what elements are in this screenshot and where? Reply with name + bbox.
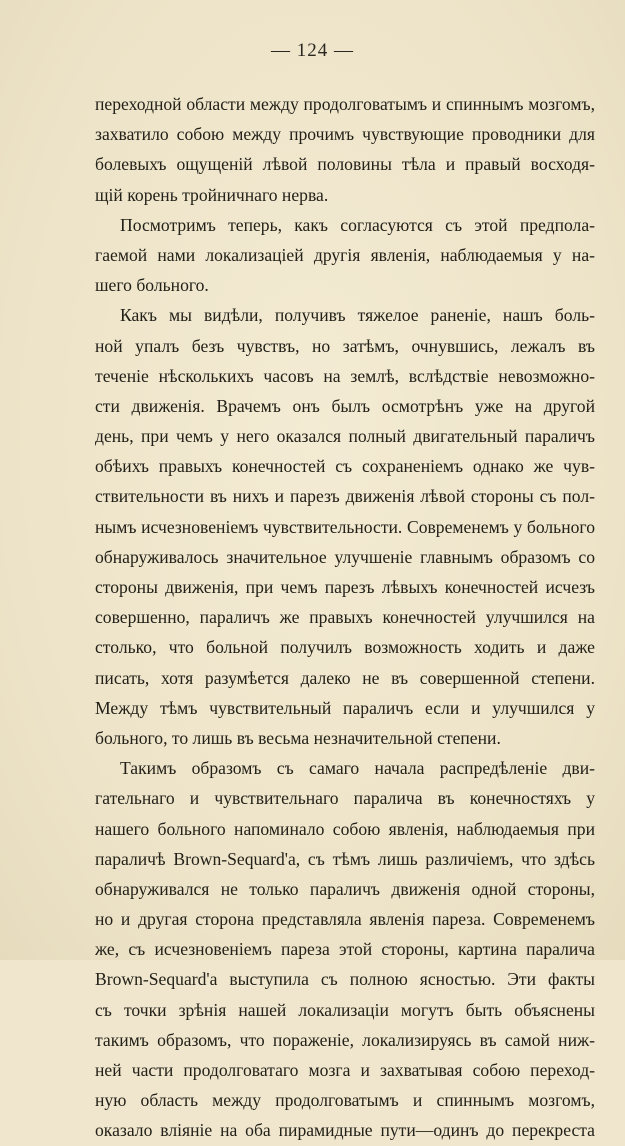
text-line: сти движенія. Врачемъ онъ былъ осмотрѣнъ уже на другой <box>95 395 595 416</box>
text-line: щій корень тройничнаго нерва. <box>95 184 329 205</box>
text-line: оказало вліяніе на оба пирамидные пути—одинъ до перекреста <box>95 1120 595 1141</box>
text-line: ней части продолговатаго мозга и захватывая собою переход- <box>95 1060 595 1080</box>
text-line: гаемой нами локализаціей другія явленія, наблюдаемыя у на- <box>95 244 595 265</box>
body-text <box>95 89 595 1146</box>
text-line: нашего больного напоминало собою явленія, наблюдаемыя при <box>95 818 595 839</box>
text-line: же, съ исчезновеніемъ пареза этой стороны, картина паралича <box>95 939 595 960</box>
text-line: болевыхъ ощущеній лѣвой половины тѣла и правый восходя- <box>95 154 595 175</box>
text-line: съ точки зрѣнія нашей локализаціи могутъ быть объяснены <box>95 999 595 1020</box>
text-line: обѣихъ правыхъ конечностей съ сохраненіемъ однако же чув- <box>95 456 595 477</box>
text-line: стороны движенія, при чемъ парезъ лѣвыхъ конечностей исчезъ <box>95 577 595 597</box>
text-line: шего больного. <box>95 275 209 296</box>
text-line: переходной области между продолговатымъ и спиннымъ мозгомъ, <box>95 94 595 114</box>
text-line: ную область между продолговатымъ и спиннымъ мозгомъ, <box>95 1090 595 1111</box>
text-line: больного, то лишь въ весьма незначительной степени. <box>95 727 501 748</box>
text-line: совершенно, параличъ же правыхъ конечностей улучшился на <box>95 607 595 628</box>
text-line: теченіе нѣсколькихъ часовъ на землѣ, вслѣдствіе невозможно- <box>95 365 595 386</box>
text-line: писать, хотя разумѣется далеко не въ совершенной степени. <box>95 667 595 688</box>
text-line: но и другая сторона представляла явленія пареза. Современемъ <box>95 909 595 930</box>
text-line: обнаруживалось значительное улучшеніе главнымъ образомъ со <box>95 546 595 567</box>
text-line: столько, что больной получилъ возможность ходить и даже <box>95 637 595 658</box>
text-line: Какъ мы видѣли, получивъ тяжелое раненіе, нашъ боль- <box>120 305 595 326</box>
text-line: Посмотримъ теперь, какъ согласуются съ этой предпола- <box>120 214 595 235</box>
text-line: параличѣ Brown-Sequard'a, съ тѣмъ лишь различіемъ, что здѣсь <box>95 848 595 869</box>
text-line: Такимъ образомъ съ самаго начала распредѣленіе дви- <box>120 758 595 779</box>
text-line: день, при чемъ у него оказался полный двигательный параличъ <box>95 426 595 447</box>
text-line: обнаруживался не только параличъ движенія одной стороны, <box>95 878 595 899</box>
text-line: захватило собою между прочимъ чувствующие проводники для <box>95 124 595 145</box>
page-number: — 124 — <box>271 40 354 61</box>
text-line: такимъ образомъ, что пораженіе, локализируясь въ самой ниж- <box>95 1029 595 1050</box>
text-line: гательнаго и чувствительнаго паралича въ конечностяхъ у <box>95 788 595 809</box>
text-line: ствительности въ нихъ и парезъ движенія лѣвой стороны съ пол- <box>95 486 595 507</box>
text-line: нымъ исчезновеніемъ чувствительности. Современемъ у больного <box>95 516 595 537</box>
text-line: ной упалъ безъ чувствъ, но затѣмъ, очнувшись, лежалъ въ <box>95 335 595 356</box>
text-line: Между тѣмъ чувствительный параличъ если и улучшился у <box>95 697 595 718</box>
text-line: Brown-Sequard'a выступила съ полною ясностью. Эти факты <box>95 969 595 990</box>
